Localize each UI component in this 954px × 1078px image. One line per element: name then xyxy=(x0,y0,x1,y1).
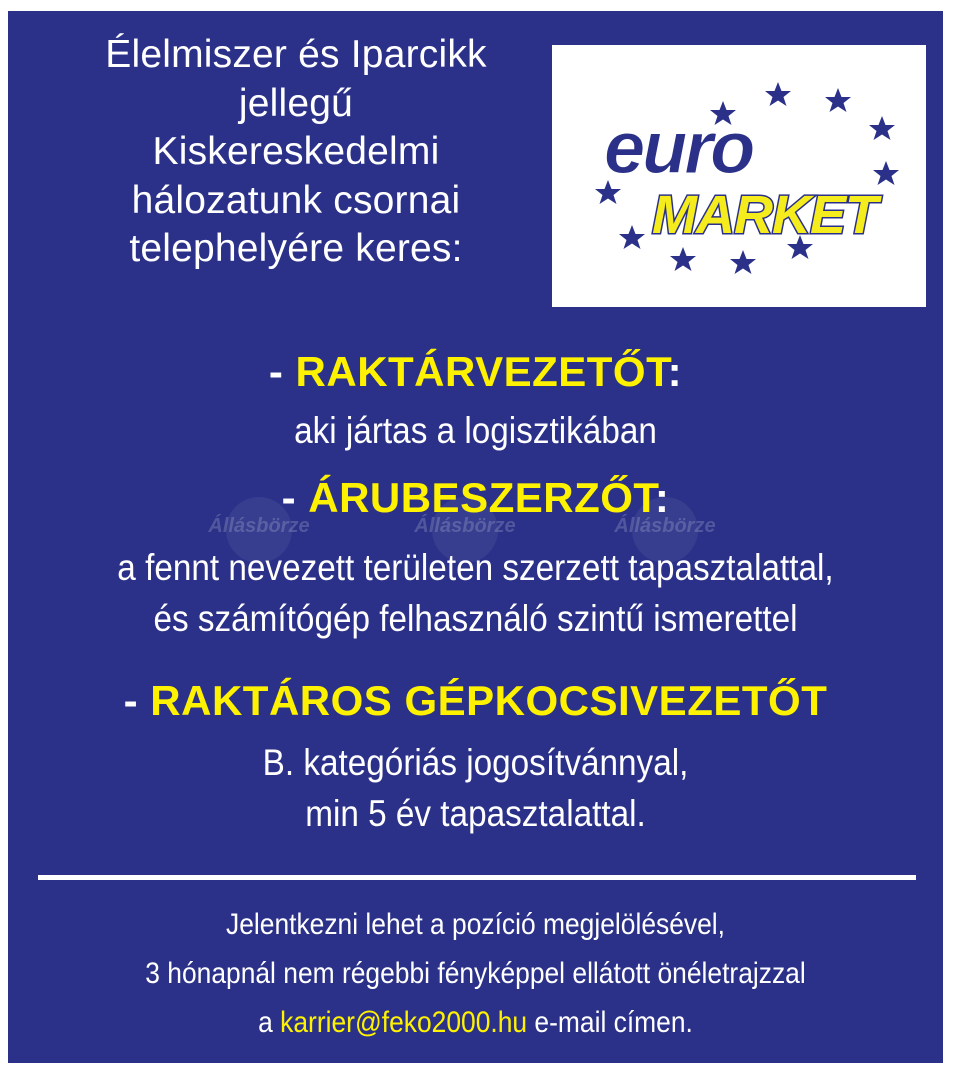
logo-word-market: MARKET xyxy=(652,185,877,245)
position-description: B. kategóriás jogosítvánnyal, min 5 év tapasztalattal. xyxy=(262,742,689,834)
star-icon xyxy=(873,161,899,185)
position-description: a fennt nevezett területen szerzett tapasztalattal, és számítógép felhasználó szintű ismerettel xyxy=(117,547,834,639)
divider xyxy=(38,875,916,880)
position-title-warehouse-manager: - RAKTÁRVEZETŐT: xyxy=(268,348,683,395)
intro-line: Kiskereskedelmi xyxy=(152,130,440,173)
star-icon xyxy=(730,250,756,274)
star-icon xyxy=(869,116,895,140)
star-icon xyxy=(619,225,645,249)
position-title-purchaser: - ÁRUBESZERZŐT: xyxy=(281,474,670,521)
intro-line: Élelmiszer és Iparcikk xyxy=(105,33,487,76)
position-description: aki jártas a logisztikában xyxy=(294,410,657,451)
intro-line: hálozatunk csornai xyxy=(131,178,461,222)
logo-word-euro: euro xyxy=(604,106,753,189)
logo-graphic xyxy=(552,45,926,307)
star-icon xyxy=(825,88,851,112)
watermark: Állásbörze xyxy=(400,507,530,555)
footer-line: a karrier@feko2000.hu e-mail címen. xyxy=(258,1006,693,1039)
star-icon xyxy=(670,247,696,271)
job-advertisement xyxy=(8,11,943,1063)
star-icon xyxy=(765,82,791,106)
position-title-warehouse-driver: - RAKTÁROS GÉPKOCSIVEZETŐT xyxy=(123,677,828,724)
intro-line: telephelyére keres: xyxy=(129,227,463,270)
watermark: Állásbörze xyxy=(194,507,324,555)
watermark: Állásbörze xyxy=(600,507,730,555)
footer-line: Jelentkezni lehet a pozíció megjelölésével, xyxy=(226,908,725,941)
application-info xyxy=(64,900,887,1047)
intro-text xyxy=(26,31,566,274)
intro-line: jellegű xyxy=(238,81,354,125)
email-link[interactable]: karrier@feko2000.hu xyxy=(280,1006,528,1039)
footer-line: 3 hónapnál nem régebbi fényképpel ellátott önéletrajzzal xyxy=(145,957,806,990)
euromarket-logo xyxy=(552,45,926,307)
